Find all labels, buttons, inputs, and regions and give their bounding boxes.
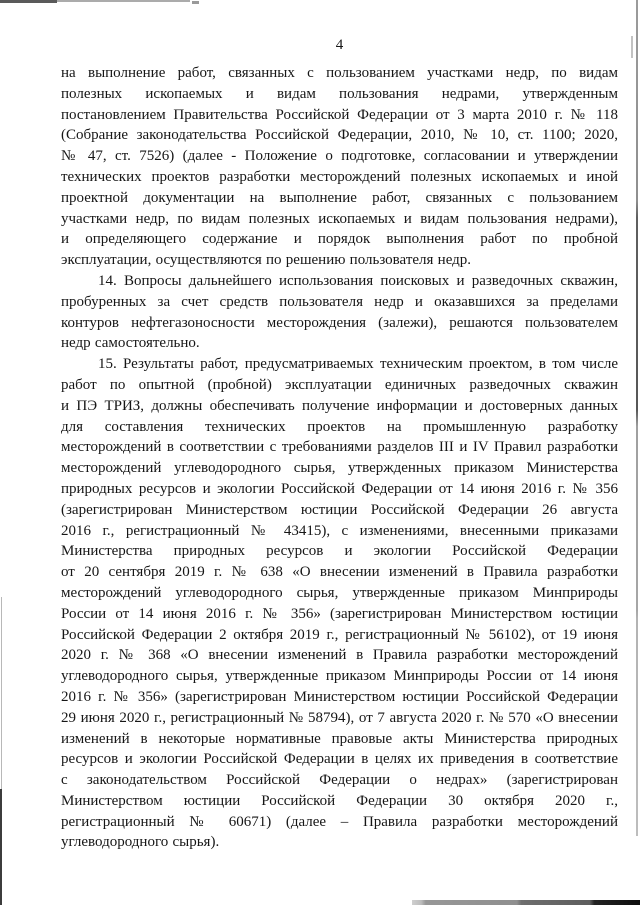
text-line: контуров нефтегазоносности месторождения (залежи), решаются пользователем (61, 314, 618, 331)
text-line: природных ресурсов и экологии Российской Федерации от 14 июня 2016 г. № 356 (61, 480, 618, 497)
text-line: ресурсов и экологии Российской Федерации в целях их приведения в соответствие (61, 751, 618, 768)
document-body (61, 63, 618, 853)
text-line: 14. Вопросы дальнейшего использования поисковых и разведочных скважин, (98, 272, 618, 289)
page-number: 4 (335, 37, 344, 53)
text-line: 15. Результаты работ, предусматриваемых техническим проектом, в том числе (98, 356, 618, 373)
text-line: 2020 г. № 368 «О внесении изменений в Правила разработки месторождений (61, 647, 618, 664)
text-line: пробуренных за счет средств пользователя недр и оказавшихся за пределами (61, 293, 618, 310)
text-line: на выполнение работ, связанных с пользованием участками недр, по видам (61, 65, 618, 81)
text-line: России от 14 июня 2016 г. № 356» (зарегистрирован Министерством юстиции (61, 605, 618, 622)
text-line: участками недр, по видам полезных ископаемых и видам пользования недрами), (61, 210, 618, 227)
text-line: месторождений в соответствии с требованиями разделов III и IV Правил разработки (61, 439, 618, 456)
text-line: и определяющего содержание и порядок выполнения работ по пробной (61, 231, 618, 248)
text-line: 2016 г. № 356» (зарегистрирован Министерством юстиции Российской Федерации (61, 688, 618, 705)
text-line: изменений в некоторые нормативные правовые акты Министерства природных (61, 730, 618, 747)
text-line: Министерством юстиции Российской Федерации 30 октября 2020 г., (61, 792, 618, 809)
text-line: (Собрание законодательства Российской Федерации, 2010, № 10, ст. 1100; 2020, (61, 127, 618, 144)
scan-artifact-left-edge-line-light (1, 597, 2, 789)
text-line: 2016 г., регистрационный № 43415), с изменениями, внесенными приказами (61, 522, 618, 539)
text-line: работ по опытной (пробной) эксплуатации единичных разведочных скважин (61, 376, 618, 393)
scan-artifact-right-edge-line (636, 0, 638, 836)
text-line: от 20 сентября 2019 г. № 638 «О внесении изменений в Правила разработки (61, 564, 618, 581)
text-line: № 47, ст. 7526) (далее - Положение о подготовке, согласовании и утверждении (61, 148, 618, 165)
text-line: месторождений углеводородного сырья, утвержденные приказом Минприроды (61, 584, 618, 601)
text-line: полезных ископаемых и видам пользования недрами, утвержденным (61, 85, 618, 102)
scan-artifact-left-edge-line-dark (0, 789, 2, 905)
text-line: недр самостоятельно. (61, 335, 200, 352)
text-line: регистрационный № 60671) (далее – Правила разработки месторождений (61, 813, 618, 830)
text-line: месторождений углеводородного сырья, утвержденных приказом Министерства (61, 460, 618, 477)
text-line: (зарегистрирован Министерством юстиции Российской Федерации 26 августа (61, 501, 618, 518)
scan-artifact-top-dash (192, 1, 199, 4)
scan-artifact-top-dark-line (0, 0, 57, 3)
text-line: 29 июня 2020 г., регистрационный № 58794), от 7 августа 2020 г. № 570 «О внесении (61, 709, 618, 726)
text-line: Российской Федерации 2 октября 2019 г., регистрационный № 56102), от 19 июня (61, 626, 618, 643)
text-line: углеводородного сырья). (61, 834, 220, 851)
text-line: углеводородного сырья, утвержденные приказом Минприроды России от 14 июня (61, 668, 618, 685)
text-line: эксплуатации, осуществляются по решению пользователя недр. (61, 252, 472, 269)
scan-artifact-bottom-bar (412, 900, 640, 905)
scan-artifact-top-light-line (57, 0, 190, 2)
text-line: с законодательством Российской Федерации о недрах» (зарегистрирован (61, 772, 618, 789)
text-line: и ПЭ ТРИЗ, должны обеспечивать получение информации и достоверных данных (61, 397, 618, 414)
text-line: проектной документации на выполнение работ, связанных с пользованием (61, 189, 618, 206)
text-line: постановлением Правительства Российской Федерации от 3 марта 2010 г. № 118 (61, 106, 618, 123)
text-line: технических проектов разработки месторождений полезных ископаемых и иной (61, 168, 618, 185)
text-line: для составления технических проектов на промышленную разработку (61, 418, 618, 435)
scan-artifact-right-edge-dash (631, 36, 633, 58)
text-line: Министерства природных ресурсов и экологии Российской Федерации (61, 543, 618, 560)
